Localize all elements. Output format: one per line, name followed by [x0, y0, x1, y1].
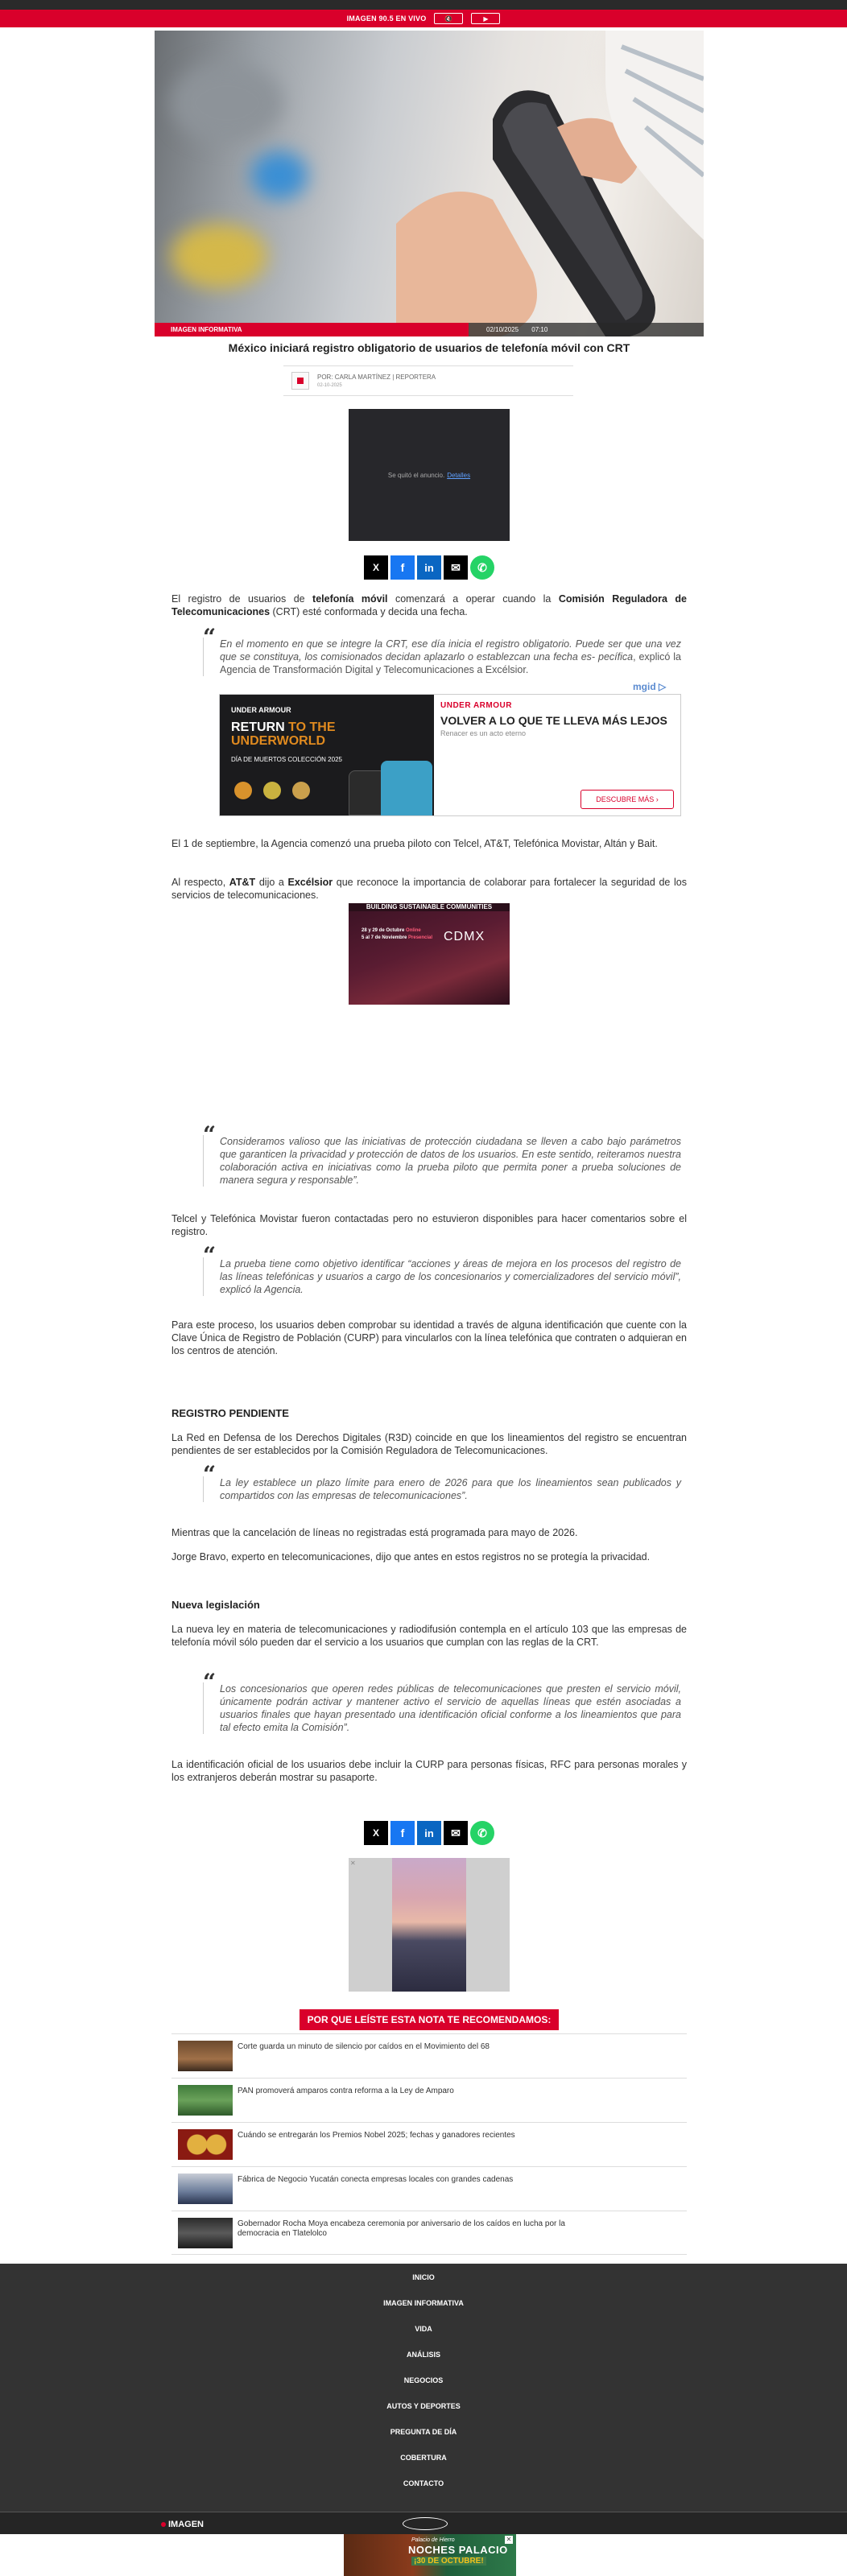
article-datetime	[469, 323, 704, 336]
paragraph-6: La Red en Defensa de los Derechos Digitales (R3D) coincide en que los lineamientos del registro se encuentran pendientes de ser establecidos por la Comisión Reguladora de Telecomunicaciones.	[171, 1432, 687, 1456]
footer-nav	[0, 2264, 847, 2512]
footer-link-negocios[interactable]: NEGOCIOS	[403, 2376, 444, 2384]
phone-hand-photo	[155, 31, 704, 336]
linkedin-share-icon[interactable]: in	[417, 555, 441, 580]
hero-caption	[155, 323, 704, 336]
x-share-icon[interactable]: X	[364, 555, 388, 580]
recommendation-title[interactable]: Gobernador Rocha Moya encabeza ceremonia por aniversario de los caídos en lucha por la democracia en Tlatelolco	[238, 2219, 565, 2238]
footer-link-vida[interactable]: VIDA	[415, 2325, 432, 2333]
whatsapp-share-icon[interactable]: ✆	[470, 1821, 494, 1845]
mute-icon: 🔇	[444, 14, 453, 23]
hero-image	[155, 31, 704, 336]
quote-4: La ley establece un plazo límite para enero de 2026 para que los lineamientos sean publicados y compartidos con las empresas de telecomunicaciones”.	[203, 1476, 681, 1502]
recommendation-thumbnail	[178, 2218, 233, 2248]
facebook-share-icon[interactable]: f	[390, 555, 415, 580]
recommendation-thumbnail	[178, 2174, 233, 2204]
imagen-logo[interactable]: IMAGEN	[161, 2520, 204, 2529]
footer-link-analisis[interactable]: ANÁLISIS	[406, 2351, 440, 2359]
recommendation-thumbnail	[178, 2085, 233, 2116]
removed-ad-details-link[interactable]: Detalles	[447, 471, 471, 479]
native-ad-card[interactable]	[219, 694, 681, 816]
byline	[283, 365, 573, 396]
subheading-legislacion: Nueva legislación	[171, 1599, 260, 1611]
link-telefonia[interactable]: telefonía móvil	[312, 593, 388, 605]
paragraph-1: El registro de usuarios de telefonía móvil comenzará a operar cuando la Comisión Reguladora de Telecomunicaciones (CRT) esté conformada y decida una fecha.	[171, 593, 687, 617]
quote-icon: “	[203, 624, 217, 650]
removed-ad	[349, 409, 510, 541]
recommendation-item[interactable]	[171, 2122, 687, 2166]
paragraph-9: La nueva ley en materia de telecomunicaciones y radiodifusión contempla en el artículo 103 que las empresas de telefonía móvil sólo pueden dar el servicio a los usuarios que cumplan con las reglas de la CRT.	[171, 1624, 687, 1648]
live-label: IMAGEN 90.5 EN VIVO	[346, 14, 427, 23]
event-ad[interactable]: BUILDING SUSTAINABLE COMMUNITIES 28 y 29 de Octubre Online 5 al 7 de Noviembre Presencial CDMX	[349, 903, 510, 1005]
footer-link-contacto[interactable]: CONTACTO	[403, 2479, 444, 2487]
article-time: 07:10	[531, 326, 548, 333]
recommendation-thumbnail	[178, 2041, 233, 2071]
author-logo	[291, 372, 309, 390]
video-thumbnail	[392, 1858, 466, 1992]
recommendation-item[interactable]	[171, 2211, 687, 2255]
quote-5: Los concesionarios que operen redes públicas de telecomunicaciones que presten el servicio móvil, únicamente podrán activar y mantener activo el servicio de aquellas líneas que estén asociadas a usuarios finales que hayan presentado una identificación oficial conforme a los lineamientos que para tal efecto emita la Comisión”.	[203, 1682, 681, 1734]
play-button[interactable]	[471, 13, 500, 24]
footer-bottom	[0, 2512, 847, 2534]
footer-link-inicio[interactable]: INICIO	[412, 2273, 435, 2281]
recommendation-title[interactable]: PAN promoverá amparos contra reforma a la Ley de Amparo	[238, 2087, 454, 2095]
removed-ad-text: Se quitó el anuncio.	[387, 471, 445, 479]
paragraph-10: La identificación oficial de los usuarios debe incluir la CURP para personas físicas, RFC para personas morales y los extranjeros deberán mostrar su pasaporte.	[171, 1759, 687, 1783]
native-ad-subtitle: Renacer es un acto eterno	[440, 729, 527, 737]
facebook-share-icon[interactable]: f	[390, 1821, 415, 1845]
quote-3: La prueba tiene como objetivo identificar “acciones y áreas de mejora en los procesos del registro de las líneas telefónicas y usuarios a cargo de los concesionarios y comercializadores del servicio móvil”, explicó la Agencia.	[203, 1257, 681, 1296]
recommendation-item[interactable]	[171, 2078, 687, 2122]
linkedin-share-icon[interactable]: in	[417, 1821, 441, 1845]
author-name[interactable]: POR: CARLA MARTÍNEZ | REPORTERA	[317, 374, 436, 381]
article-date: 02/10/2025	[486, 326, 519, 333]
whatsapp-share-icon[interactable]: ✆	[470, 555, 494, 580]
paragraph-7: Mientras que la cancelación de líneas no registradas está programada para mayo de 2026.	[171, 1527, 578, 1538]
bottom-banner-ad[interactable]: Palacio de Hierro NOCHES PALACIO ¡30 DE OCTUBRE! ✕	[344, 2534, 516, 2576]
ad-close-icon[interactable]: ✕	[506, 2536, 512, 2543]
quote-icon: “	[203, 1242, 217, 1269]
recommendation-item[interactable]	[171, 2033, 687, 2078]
play-icon: ▶	[483, 14, 489, 23]
close-icon[interactable]: ✕	[350, 1860, 356, 1867]
quote-2: Consideramos valioso que las iniciativas de protección ciudadana se lleven a cabo bajo parámetros que garanticen la privacidad y protección de datos de los usuarios. En este sentido, reiteramos nuestra colaboración activa en iniciativas como la prueba piloto que permita poner a prueba soluciones de manera segura y responsable”.	[203, 1135, 681, 1187]
paragraph-4: Telcel y Telefónica Movistar fueron contactadas pero no estuvieron disponibles para hacer comentarios sobre el registro.	[171, 1213, 687, 1237]
footer-link-pregunta[interactable]: PREGUNTA DE DÍA	[390, 2428, 457, 2436]
footer-link-autos[interactable]: AUTOS Y DEPORTES	[386, 2402, 461, 2410]
paragraph-2: El 1 de septiembre, la Agencia comenzó una prueba piloto con Telcel, AT&T, Telefónica Movistar, Altán y Bait.	[171, 838, 658, 849]
section-label[interactable]: IMAGEN INFORMATIVA	[155, 323, 469, 336]
recommendation-item[interactable]	[171, 2166, 687, 2211]
link-crt[interactable]: Comisión Reguladora de Telecomunicaciones	[171, 593, 687, 617]
partner-logo[interactable]	[403, 2517, 448, 2530]
quote-1: En el momento en que se integre la CRT, ese día inicia el registro obligatorio. Puede ser que una vez que se constituya, los comisionados decidan aplazarlo o establezcan una fecha es- pecífica, explicó la Agencia de Transformación Digital y Telecomunicaciones a Excélsior.	[203, 638, 681, 676]
video-ad[interactable]	[349, 1858, 510, 1992]
quote-icon: “	[203, 1669, 217, 1695]
footer-link-imagen-informativa[interactable]: IMAGEN INFORMATIVA	[383, 2299, 464, 2307]
email-share-icon[interactable]: ✉	[444, 555, 468, 580]
native-ad-title: VOLVER A LO QUE TE LLEVA MÁS LEJOS	[440, 714, 667, 727]
x-share-icon[interactable]: X	[364, 1821, 388, 1845]
recommendation-thumbnail	[178, 2129, 233, 2160]
footer-link-cobertura[interactable]: COBERTURA	[400, 2454, 447, 2462]
live-radio-bar	[0, 10, 847, 27]
paragraph-8: Jorge Bravo, experto en telecomunicaciones, dijo que antes en estos registros no se protegía la privacidad.	[171, 1551, 651, 1563]
recommendation-title[interactable]: Fábrica de Negocio Yucatán conecta empresas locales con grandes cadenas	[238, 2175, 514, 2184]
author-date: 02-10-2025	[317, 383, 342, 388]
quote-icon: “	[203, 1121, 217, 1148]
volume-button[interactable]	[434, 13, 463, 24]
native-ad-brand: UNDER ARMOUR	[440, 701, 512, 710]
recommendations-title: POR QUE LEÍSTE ESTA NOTA TE RECOMENDAMOS:	[300, 2009, 559, 2030]
share-bar-bottom	[364, 1821, 494, 1845]
recommendation-title[interactable]: Cuándo se entregarán los Premios Nobel 2025; fechas y ganadores recientes	[238, 2131, 515, 2140]
native-ad-image: UNDER ARMOUR RETURN TO THE UNDERWORLD DÍA DE MUERTOS COLECCIÓN 2025	[220, 695, 434, 815]
email-share-icon[interactable]: ✉	[444, 1821, 468, 1845]
article-title: México iniciará registro obligatorio de usuarios de telefonía móvil con CRT	[228, 341, 630, 354]
subheading-registro: REGISTRO PENDIENTE	[171, 1407, 289, 1419]
quote-icon: “	[203, 1461, 217, 1488]
paragraph-5: Para este proceso, los usuarios deben comprobar su identidad a través de alguna identificación que cuente con la Clave Única de Registro de Población (CURP) para vincularlos con la línea telefónica que contraten o adquieran en los centros de atención.	[171, 1319, 687, 1356]
native-ad-cta-button[interactable]: DESCUBRE MÁS ›	[581, 790, 674, 809]
share-bar-top	[364, 555, 494, 580]
recommendation-title[interactable]: Corte guarda un minuto de silencio por caídos en el Movimiento del 68	[238, 2042, 490, 2051]
mgid-label[interactable]: mgid ▷	[633, 681, 667, 692]
top-strip	[0, 0, 847, 10]
paragraph-3: Al respecto, AT&T dijo a Excélsior que reconoce la importancia de colaborar para fortalecer la seguridad de los servicios de telecomunicaciones.	[171, 877, 687, 901]
